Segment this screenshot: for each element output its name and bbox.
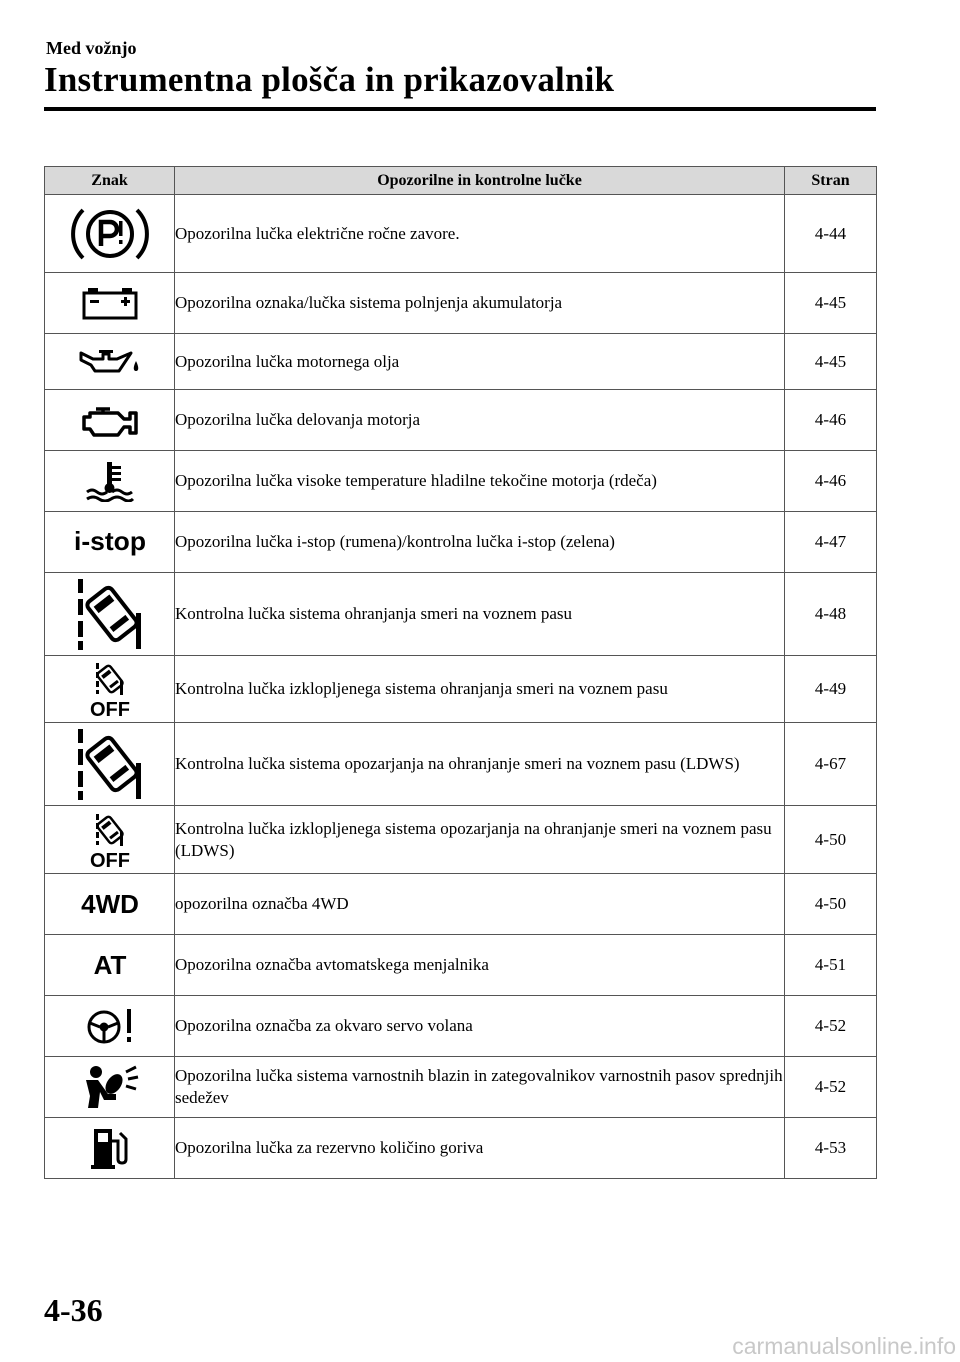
battery-icon xyxy=(82,286,138,320)
icon-cell xyxy=(45,334,175,390)
icon-cell xyxy=(45,273,175,334)
lane-keep-off-icon xyxy=(80,659,140,719)
page-reference: 4-45 xyxy=(785,273,877,334)
i-stop-icon xyxy=(70,525,150,559)
description-cell: Kontrolna lučka sistema opozarjanja na ohranjanje smeri na voznem pasu (LDWS) xyxy=(175,723,785,806)
4wd-icon xyxy=(70,887,150,921)
fuel-icon xyxy=(88,1125,132,1171)
page-reference: 4-52 xyxy=(785,1057,877,1118)
icon-cell xyxy=(45,723,175,806)
icon-cell xyxy=(45,996,175,1057)
description-cell: Opozorilna označba za okvaro servo volana xyxy=(175,996,785,1057)
page-reference: 4-53 xyxy=(785,1118,877,1179)
page-reference: 4-46 xyxy=(785,390,877,451)
page-reference: 4-67 xyxy=(785,723,877,806)
page-reference: 4-46 xyxy=(785,451,877,512)
icon-cell xyxy=(45,451,175,512)
description-cell: Opozorilna lučka visoke temperature hladilne tekočine motorja (rdeča) xyxy=(175,451,785,512)
icon-cell xyxy=(45,656,175,723)
column-header-page: Stran xyxy=(785,167,877,195)
oil-can-icon xyxy=(79,347,141,377)
watermark: carmanualsonline.info xyxy=(732,1333,956,1359)
parking-brake-icon xyxy=(68,202,152,266)
airbag-icon xyxy=(78,1064,142,1110)
page-reference: 4-52 xyxy=(785,996,877,1057)
description-cell: Opozorilna lučka i-stop (rumena)/kontrolna lučka i-stop (zelena) xyxy=(175,512,785,573)
icon-cell xyxy=(45,512,175,573)
description-cell: Kontrolna lučka sistema ohranjanja smeri na voznem pasu xyxy=(175,573,785,656)
at-label: AT xyxy=(93,950,126,980)
warning-lights-table xyxy=(44,166,877,1179)
page-reference: 4-49 xyxy=(785,656,877,723)
table-row xyxy=(45,656,877,723)
page-reference: 4-50 xyxy=(785,806,877,874)
table-row xyxy=(45,1118,877,1179)
page-reference: 4-47 xyxy=(785,512,877,573)
icon-cell xyxy=(45,874,175,935)
column-header-sign: Znak xyxy=(45,167,175,195)
column-header-description: Opozorilne in kontrolne lučke xyxy=(175,167,785,195)
description-cell: Opozorilna lučka delovanja motorja xyxy=(175,390,785,451)
table-row xyxy=(45,723,877,806)
description-cell: opozorilna označba 4WD xyxy=(175,874,785,935)
4wd-label: 4WD xyxy=(80,889,139,919)
icon-cell xyxy=(45,935,175,996)
description-cell: Opozorilna označba avtomatskega menjalnika xyxy=(175,935,785,996)
page-reference: 4-50 xyxy=(785,874,877,935)
icon-cell xyxy=(45,195,175,273)
lane-departure-icon xyxy=(68,727,152,801)
description-cell: Opozorilna lučka sistema varnostnih blazin in zategovalnikov varnostnih pasov sprednjih sedežev xyxy=(175,1057,785,1118)
table-row xyxy=(45,935,877,996)
description-cell: Opozorilna oznaka/lučka sistema polnjenja akumulatorja xyxy=(175,273,785,334)
table-row xyxy=(45,390,877,451)
page-reference: 4-45 xyxy=(785,334,877,390)
page-reference: 4-44 xyxy=(785,195,877,273)
table-row xyxy=(45,1057,877,1118)
description-cell: Opozorilna lučka električne ročne zavore. xyxy=(175,195,785,273)
table-row xyxy=(45,512,877,573)
at-icon xyxy=(80,948,140,982)
page-reference: 4-48 xyxy=(785,573,877,656)
lane-keep-icon xyxy=(68,577,152,651)
icon-cell xyxy=(45,1118,175,1179)
table-row xyxy=(45,273,877,334)
engine-icon xyxy=(80,401,140,439)
table-row xyxy=(45,451,877,512)
title-divider xyxy=(44,107,876,111)
icon-cell xyxy=(45,1057,175,1118)
table-row xyxy=(45,996,877,1057)
table-row xyxy=(45,806,877,874)
page-reference: 4-51 xyxy=(785,935,877,996)
lane-departure-off-icon xyxy=(80,810,140,870)
table-header-row xyxy=(45,167,877,195)
power-steering-icon xyxy=(82,1006,138,1046)
icon-cell xyxy=(45,390,175,451)
description-cell: Kontrolna lučka izklopljenega sistema opozarjanja na ohranjanje smeri na voznem pasu (LDWS) xyxy=(175,806,785,874)
coolant-temperature-icon xyxy=(84,460,136,502)
page-number: 4-36 xyxy=(44,1292,103,1328)
off-label: OFF xyxy=(89,849,130,870)
page-title: Instrumentna plošča in prikazovalnik xyxy=(44,60,615,99)
icon-cell xyxy=(45,573,175,656)
description-cell: Opozorilna lučka za rezervno količino goriva xyxy=(175,1118,785,1179)
icon-cell xyxy=(45,806,175,874)
description-cell: Opozorilna lučka motornega olja xyxy=(175,334,785,390)
table-row xyxy=(45,573,877,656)
table-row xyxy=(45,874,877,935)
i-stop-label: i-stop xyxy=(73,526,146,556)
table-row xyxy=(45,195,877,273)
section-label: Med vožnjo xyxy=(46,38,137,58)
off-label: OFF xyxy=(89,699,130,719)
table-row xyxy=(45,334,877,390)
description-cell: Kontrolna lučka izklopljenega sistema ohranjanja smeri na voznem pasu xyxy=(175,656,785,723)
